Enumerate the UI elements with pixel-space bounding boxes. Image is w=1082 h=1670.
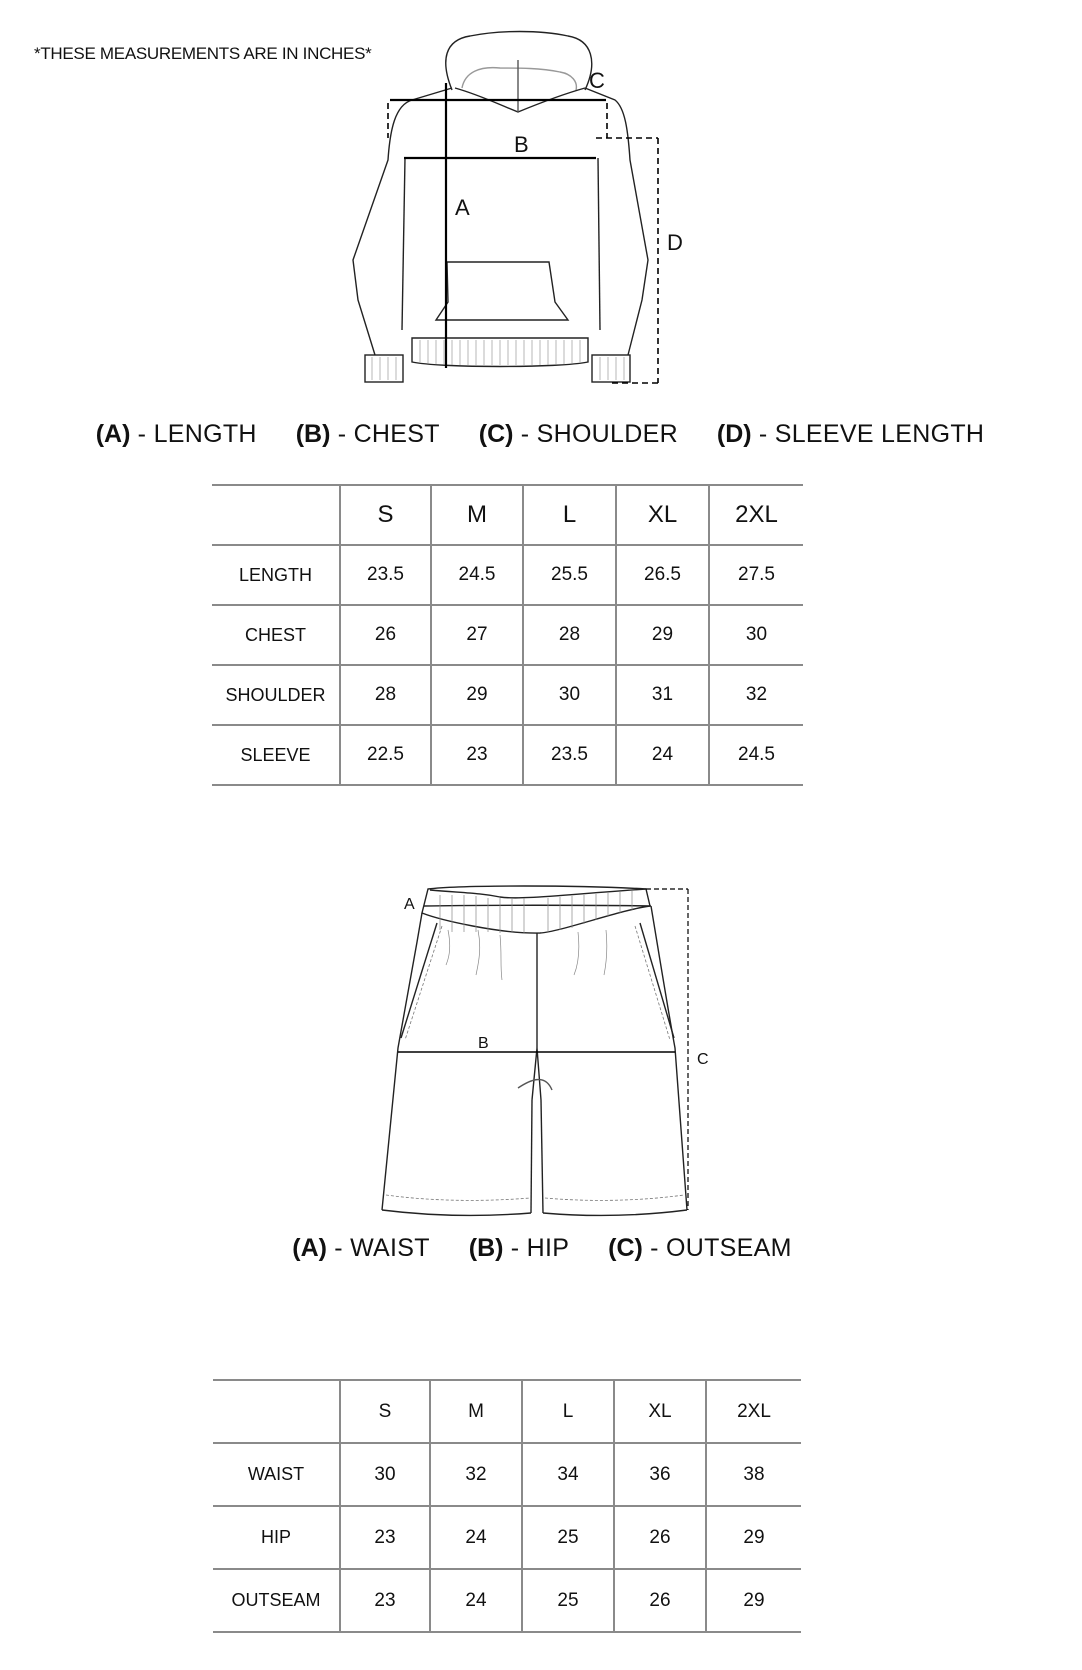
cell: 26 [614, 1506, 706, 1569]
cell: 23.5 [340, 545, 431, 605]
cell: 29 [706, 1506, 801, 1569]
hoodie-label-d: D [667, 230, 683, 255]
hoodie-label-c: C [589, 68, 605, 93]
cell: 26.5 [616, 545, 709, 605]
header-cell: S [340, 1380, 430, 1443]
header-cell: 2XL [709, 485, 803, 545]
table-row [213, 1443, 801, 1506]
header-cell [213, 1380, 340, 1443]
hoodie-size-table [212, 484, 803, 786]
header-cell: M [430, 1380, 522, 1443]
cell: 25 [522, 1506, 614, 1569]
cell: 29 [616, 605, 709, 665]
hoodie-legend [0, 420, 1080, 449]
legend-item-outseam: (C) - OUTSEAM [608, 1234, 792, 1262]
shorts-diagram [360, 825, 709, 1205]
hoodie-diagram [340, 25, 700, 400]
table-header-row [213, 1380, 801, 1443]
cell: 23 [340, 1506, 430, 1569]
cell: 30 [523, 665, 616, 725]
header-cell: XL [614, 1380, 706, 1443]
table-row [212, 545, 803, 605]
cell: 31 [616, 665, 709, 725]
cell: 25 [522, 1569, 614, 1632]
cell: 24.5 [709, 725, 803, 785]
cell: 30 [340, 1443, 430, 1506]
shorts-legend [2, 1234, 1082, 1263]
header-cell: M [431, 485, 523, 545]
legend-item-sleeve-length: (D) - SLEEVE LENGTH [716, 420, 985, 448]
table-row [213, 1569, 801, 1632]
cell: 23 [340, 1569, 430, 1632]
cell: 24 [430, 1569, 522, 1632]
shorts-label-c: C [697, 1051, 709, 1068]
shorts-label-a: A [404, 896, 415, 913]
cell: 34 [522, 1443, 614, 1506]
header-cell: XL [616, 485, 709, 545]
table-row [212, 605, 803, 665]
cell: 24 [430, 1506, 522, 1569]
row-label: SHOULDER [212, 665, 340, 725]
cell: 22.5 [340, 725, 431, 785]
legend-item-waist: (A) - WAIST [292, 1234, 430, 1262]
header-cell: S [340, 485, 431, 545]
table-row [213, 1506, 801, 1569]
cell: 27 [431, 605, 523, 665]
row-label: SLEEVE [212, 725, 340, 785]
cell: 24.5 [431, 545, 523, 605]
table-header-row [212, 485, 803, 545]
legend-item-hip: (B) - HIP [468, 1234, 570, 1262]
cell: 29 [431, 665, 523, 725]
cell: 32 [709, 665, 803, 725]
row-label: CHEST [212, 605, 340, 665]
cell: 23.5 [523, 725, 616, 785]
cell: 30 [709, 605, 803, 665]
cell: 36 [614, 1443, 706, 1506]
cell: 28 [523, 605, 616, 665]
header-cell: L [523, 485, 616, 545]
cell: 29 [706, 1569, 801, 1632]
row-label: LENGTH [212, 545, 340, 605]
table-row [212, 725, 803, 785]
header-cell [212, 485, 340, 545]
cell: 23 [431, 725, 523, 785]
row-label: HIP [213, 1506, 340, 1569]
cell: 38 [706, 1443, 801, 1506]
header-cell: 2XL [706, 1380, 801, 1443]
header-cell: L [522, 1380, 614, 1443]
units-note: *THESE MEASUREMENTS ARE IN INCHES* [34, 44, 372, 63]
cell: 27.5 [709, 545, 803, 605]
shorts-size-table [213, 1379, 801, 1633]
cell: 25.5 [523, 545, 616, 605]
shorts-label-b: B [478, 1035, 489, 1052]
cell: 26 [614, 1569, 706, 1632]
row-label: WAIST [213, 1443, 340, 1506]
legend-item-chest: (B) - CHEST [295, 420, 440, 448]
row-label: OUTSEAM [213, 1569, 340, 1632]
cell: 28 [340, 665, 431, 725]
hoodie-label-b: B [514, 132, 529, 157]
cell: 32 [430, 1443, 522, 1506]
hoodie-label-a: A [455, 195, 470, 220]
legend-item-shoulder: (C) - SHOULDER [478, 420, 678, 448]
cell: 24 [616, 725, 709, 785]
legend-item-length: (A) - LENGTH [95, 420, 257, 448]
table-row [212, 665, 803, 725]
cell: 26 [340, 605, 431, 665]
